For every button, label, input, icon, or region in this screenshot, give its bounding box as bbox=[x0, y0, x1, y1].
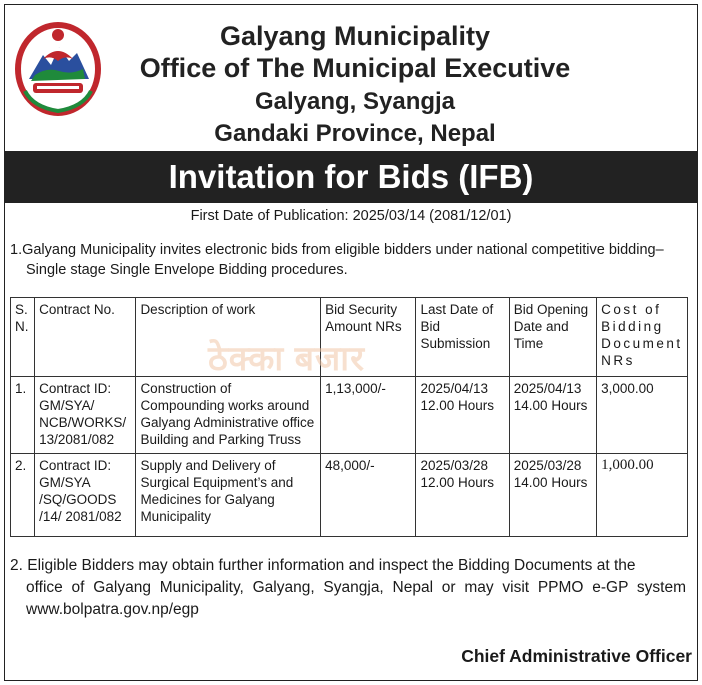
row-1-contract: Contract ID: GM/SYA/ NCB/WORKS/ 13/2081/082 bbox=[35, 377, 136, 454]
publication-date: First Date of Publication: 2025/03/14 (2081/12/01) bbox=[190, 208, 512, 224]
row-2-opening-cell bbox=[509, 454, 596, 537]
egp-link[interactable]: www.bolpatra.gov.np/egp bbox=[26, 601, 199, 618]
row-1-opening-time: 14.00 Hours bbox=[513, 398, 588, 413]
notice-header bbox=[5, 5, 697, 151]
row-1-sn: 1. bbox=[11, 377, 35, 454]
further-info-line-2: office of Galyang Municipality, Galyang, Syangja, Nepal or may visit PPMO e-GP system bbox=[26, 579, 686, 596]
row-1-opening-date: 2025/04/13 bbox=[513, 381, 582, 396]
intro-paragraph bbox=[10, 240, 686, 280]
row-2-opening-date: 2025/03/28 bbox=[513, 458, 582, 473]
intro-line-1: 1.Galyang Municipality invites electronic bids from eligible bidders under national competitive bidding– bbox=[10, 242, 664, 258]
further-info-paragraph bbox=[10, 555, 686, 621]
further-info-line-1: 2. Eligible Bidders may obtain further information and inspect the Bidding Documents at the bbox=[10, 557, 636, 574]
office-province: Gandaki Province, Nepal bbox=[214, 120, 496, 147]
header-description: Description of work bbox=[136, 298, 321, 377]
nepal-government-emblem-icon bbox=[13, 21, 103, 117]
header-last-date: Last Date of Bid Submission bbox=[416, 298, 509, 377]
row-2-cost: 1,000.00 bbox=[597, 454, 688, 537]
row-2-sn: 2. bbox=[11, 454, 35, 537]
notice-title-banner: Invitation for Bids (IFB) bbox=[5, 151, 697, 203]
header-cost: Cost of Bidding Document NRs bbox=[597, 298, 688, 377]
row-2-contract: Contract ID: GM/SYA /SQ/GOODS /14/ 2081/082 bbox=[35, 454, 136, 537]
table-row bbox=[11, 377, 688, 454]
row-1-opening-cell bbox=[509, 377, 596, 454]
intro-line-2: Single stage Single Envelope Bidding procedures. bbox=[26, 262, 348, 278]
header-opening: Bid Opening Date and Time bbox=[509, 298, 596, 377]
office-location: Galyang, Syangja bbox=[254, 88, 456, 115]
header-contract: Contract No. bbox=[35, 298, 136, 377]
row-2-last-date-cell bbox=[416, 454, 509, 537]
bids-table bbox=[10, 297, 688, 537]
header-bid-security: Bid Security Amount NRs bbox=[321, 298, 416, 377]
signatory-title: Chief Administrative Officer bbox=[461, 646, 692, 666]
row-1-description: Construction of Compounding works around Galyang Administrative office Building and Parking Truss bbox=[136, 377, 321, 454]
row-2-last-time: 12.00 Hours bbox=[420, 475, 494, 490]
row-2-last-date: 2025/03/28 bbox=[420, 458, 489, 473]
row-1-bid-security: 1,13,000/- bbox=[321, 377, 416, 454]
table-row bbox=[11, 454, 688, 537]
row-1-last-date-cell bbox=[416, 377, 509, 454]
row-1-last-time: 12.00 Hours bbox=[420, 398, 494, 413]
municipality-name: Galyang Municipality bbox=[219, 21, 491, 51]
header-sn: S. N. bbox=[11, 298, 35, 377]
office-name: Office of The Municipal Executive bbox=[139, 53, 571, 83]
row-2-opening-time: 14.00 Hours bbox=[513, 475, 588, 490]
table-header-row bbox=[11, 298, 688, 377]
row-2-description: Supply and Delivery of Surgical Equipment’s and Medicines for Galyang Municipality bbox=[136, 454, 321, 537]
watermark: ठेक्का बजार bbox=[208, 340, 366, 378]
row-1-last-date: 2025/04/13 bbox=[420, 381, 489, 396]
row-2-bid-security: 48,000/- bbox=[321, 454, 416, 537]
row-1-cost: 3,000.00 bbox=[597, 377, 688, 454]
